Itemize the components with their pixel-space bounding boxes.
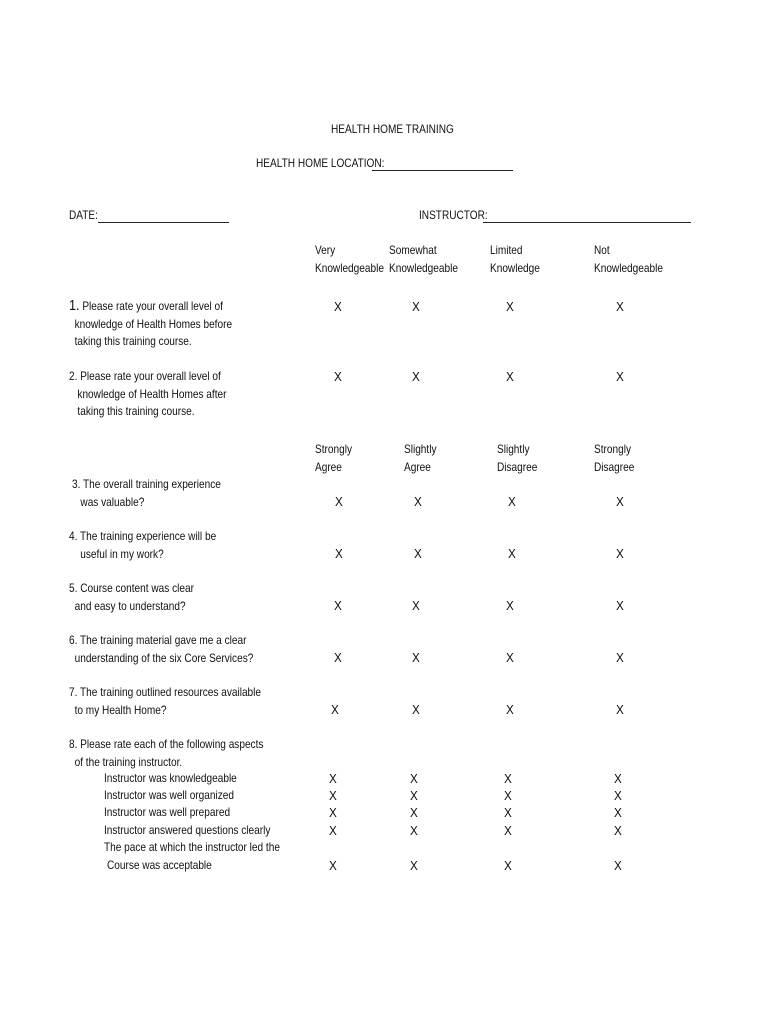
q7-option-strongly-agree[interactable]: X <box>331 702 339 717</box>
q5-option-slightly-agree[interactable]: X <box>412 598 420 613</box>
header-limited-knowledge: Limited Knowledge <box>490 243 540 275</box>
q6-option-strongly-agree[interactable]: X <box>334 650 342 665</box>
date-field[interactable] <box>98 222 229 223</box>
q8c-option-1[interactable]: X <box>329 805 337 820</box>
q8a-option-4[interactable]: X <box>614 771 622 786</box>
q8a-option-1[interactable]: X <box>329 771 337 786</box>
q8-aspect-knowledgeable: Instructor was knowledgeable <box>104 771 237 785</box>
q8c-option-3[interactable]: X <box>504 805 512 820</box>
q8d-option-3[interactable]: X <box>504 823 512 838</box>
question-7: 7. The training outlined resources available to my Health Home? <box>69 685 262 717</box>
question-3: 3. The overall training experience was valuable? <box>72 477 221 509</box>
q2-option-very[interactable]: X <box>334 369 342 384</box>
header-somewhat-knowledgeable: Somewhat Knowledgeable <box>389 243 458 275</box>
header-slightly-disagree: Slightly Disagree <box>497 442 538 474</box>
q8d-option-4[interactable]: X <box>614 823 622 838</box>
q8b-option-1[interactable]: X <box>329 788 337 803</box>
q1-option-somewhat[interactable]: X <box>412 299 420 314</box>
header-slightly-agree: Slightly Agree <box>404 442 437 474</box>
q8e-option-3[interactable]: X <box>504 858 512 873</box>
q8-aspect-organized: Instructor was well organized <box>104 788 234 802</box>
header-not-knowledgeable: Not Knowledgeable <box>594 243 663 275</box>
q1-option-not[interactable]: X <box>616 299 624 314</box>
q7-option-slightly-disagree[interactable]: X <box>506 702 514 717</box>
q8b-option-4[interactable]: X <box>614 788 622 803</box>
question-1: 1. Please rate your overall level of knowledge of Health Homes before taking this training course. <box>69 297 233 348</box>
q5-option-slightly-disagree[interactable]: X <box>506 598 514 613</box>
q8e-option-4[interactable]: X <box>614 858 622 873</box>
q8e-option-1[interactable]: X <box>329 858 337 873</box>
q7-option-strongly-disagree[interactable]: X <box>616 702 624 717</box>
q8d-option-2[interactable]: X <box>410 823 418 838</box>
q6-option-strongly-disagree[interactable]: X <box>616 650 624 665</box>
header-strongly-disagree: Strongly Disagree <box>594 442 635 474</box>
q8-aspect-prepared: Instructor was well prepared <box>104 805 231 819</box>
q8-aspect-answered: Instructor answered questions clearly <box>104 823 271 837</box>
instructor-field[interactable] <box>483 222 691 223</box>
question-6: 6. The training material gave me a clear understanding of the six Core Services? <box>69 633 254 665</box>
header-strongly-agree: Strongly Agree <box>315 442 352 474</box>
question-4: 4. The training experience will be useful in my work? <box>69 529 217 561</box>
question-2: 2. Please rate your overall level of knowledge of Health Homes after taking this training course. <box>69 369 227 418</box>
q1-option-limited[interactable]: X <box>506 299 514 314</box>
q6-option-slightly-disagree[interactable]: X <box>506 650 514 665</box>
question-8: 8. Please rate each of the following aspects of the training instructor. <box>69 737 264 769</box>
q7-option-slightly-agree[interactable]: X <box>412 702 420 717</box>
q2-option-somewhat[interactable]: X <box>412 369 420 384</box>
q3-option-slightly-disagree[interactable]: X <box>508 494 516 509</box>
date-label: DATE: <box>69 208 98 222</box>
question-5: 5. Course content was clear and easy to understand? <box>69 581 194 613</box>
q4-option-strongly-agree[interactable]: X <box>335 546 343 561</box>
q1-option-very[interactable]: X <box>334 299 342 314</box>
instructor-label: INSTRUCTOR: <box>419 208 488 222</box>
q3-option-slightly-agree[interactable]: X <box>414 494 422 509</box>
q8-aspect-pace-line2: Course was acceptable <box>107 858 212 872</box>
q3-option-strongly-agree[interactable]: X <box>335 494 343 509</box>
q6-option-slightly-agree[interactable]: X <box>412 650 420 665</box>
form-title: HEALTH HOME TRAINING <box>331 122 454 136</box>
q4-option-strongly-disagree[interactable]: X <box>616 546 624 561</box>
q8d-option-1[interactable]: X <box>329 823 337 838</box>
location-field[interactable] <box>372 170 513 171</box>
q5-option-strongly-disagree[interactable]: X <box>616 598 624 613</box>
q8e-option-2[interactable]: X <box>410 858 418 873</box>
q5-option-strongly-agree[interactable]: X <box>334 598 342 613</box>
q8a-option-2[interactable]: X <box>410 771 418 786</box>
q4-option-slightly-disagree[interactable]: X <box>508 546 516 561</box>
q4-option-slightly-agree[interactable]: X <box>414 546 422 561</box>
q2-option-limited[interactable]: X <box>506 369 514 384</box>
q3-option-strongly-disagree[interactable]: X <box>616 494 624 509</box>
q8b-option-2[interactable]: X <box>410 788 418 803</box>
q8b-option-3[interactable]: X <box>504 788 512 803</box>
q8a-option-3[interactable]: X <box>504 771 512 786</box>
header-very-knowledgeable: Very Knowledgeable <box>315 243 384 275</box>
q8c-option-2[interactable]: X <box>410 805 418 820</box>
q2-option-not[interactable]: X <box>616 369 624 384</box>
q8c-option-4[interactable]: X <box>614 805 622 820</box>
location-label: HEALTH HOME LOCATION: <box>256 156 385 170</box>
q8-aspect-pace-line1: The pace at which the instructor led the <box>104 840 280 854</box>
